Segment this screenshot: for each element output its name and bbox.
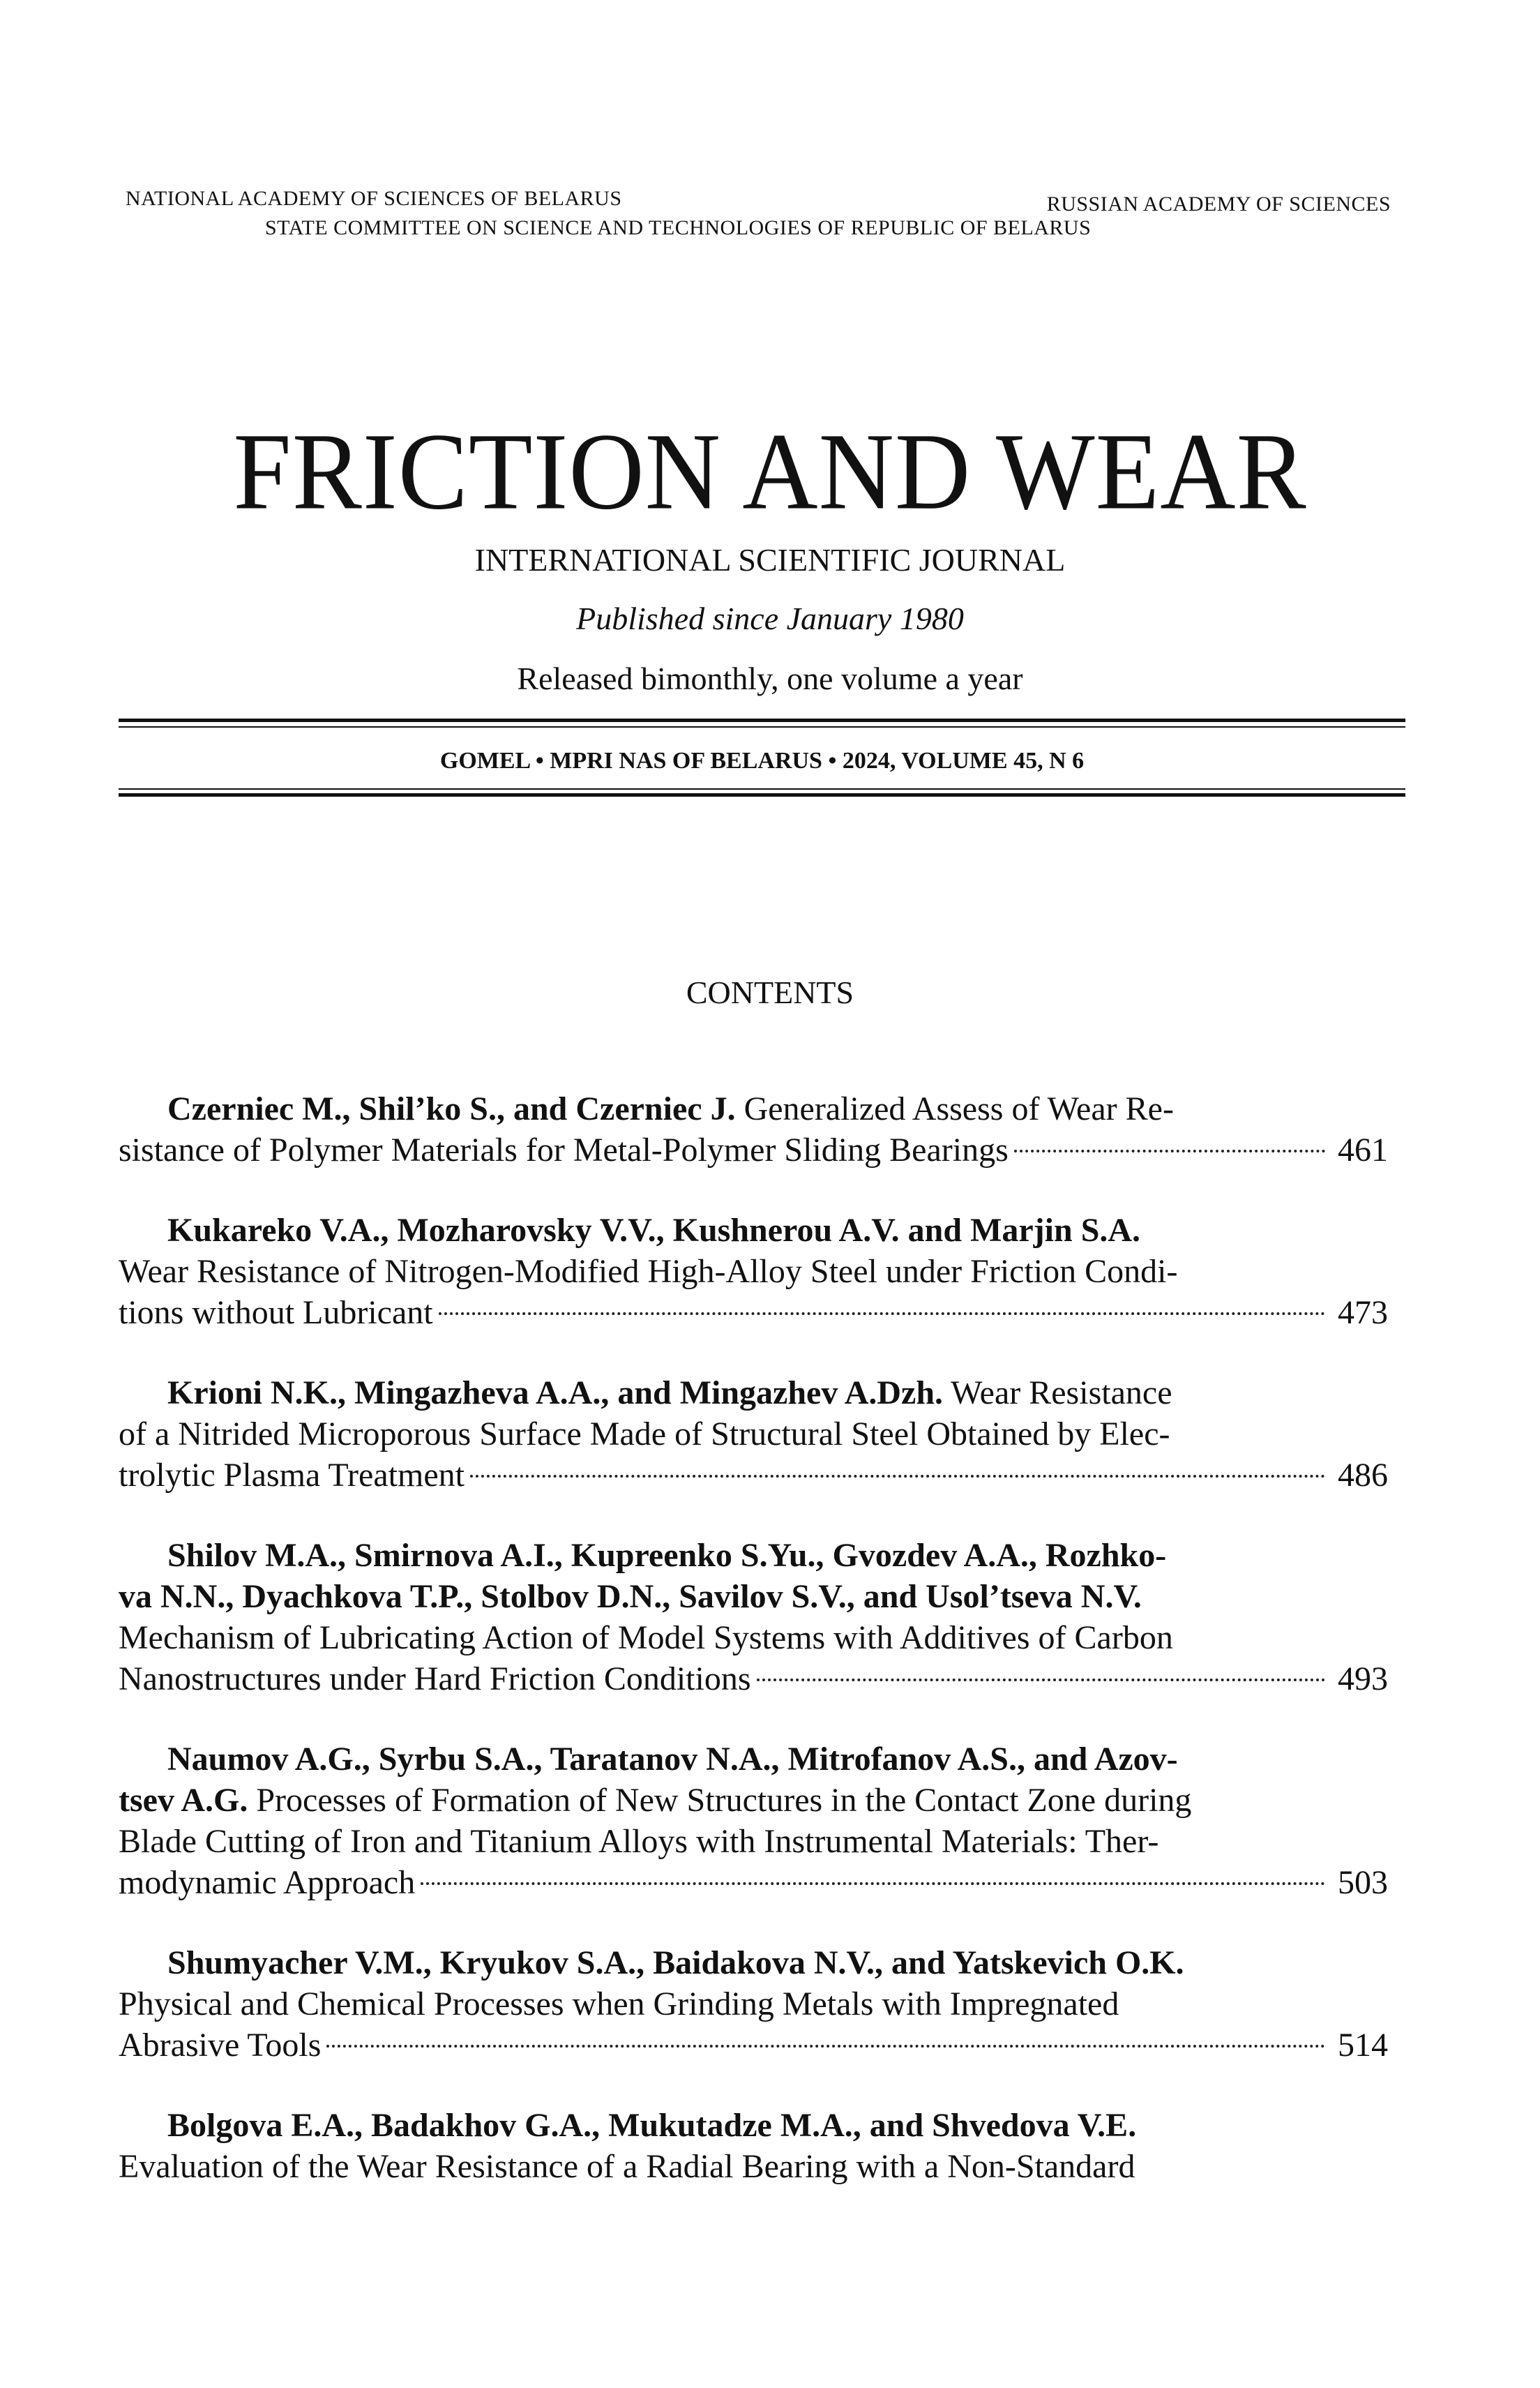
rule-top-thin (119, 726, 1405, 728)
toc-entry-line: tsev A.G. Processes of Formation of New Structures in the Contact Zone during (119, 1782, 1192, 1819)
toc-entry-title-end: sistance of Polymer Materials for Metal-Polymer Sliding Bearings (119, 1132, 1009, 1169)
toc-entry-title-end: modynamic Approach (119, 1864, 416, 1901)
dot-leader (1014, 1150, 1325, 1152)
journal-title: FRICTION AND WEAR (233, 410, 1307, 533)
header-state-committee: STATE COMMITTEE ON SCIENCE AND TECHNOLOGIES OF REPUBLIC OF BELARUS (265, 216, 1092, 239)
journal-subtitle: INTERNATIONAL SCIENTIFIC JOURNAL (474, 542, 1066, 578)
toc-entry-first-line (119, 2105, 1388, 2146)
toc-entry-first-line (119, 1739, 1388, 1780)
toc-entry-line: of a Nitrided Microporous Surface Made of Structural Steel Obtained by Elec- (119, 1415, 1170, 1452)
toc-entry-title-end: trolytic Plasma Treatment (119, 1457, 465, 1494)
toc-entry-first-line (119, 1372, 1388, 1413)
toc-entry (119, 2105, 1388, 2187)
toc-entry-page-number: 461 (1338, 1132, 1388, 1169)
toc-entry-first-line (119, 1210, 1388, 1251)
toc-entry-line: Mechanism of Lubricating Action of Model Systems with Additives of Carbon (119, 1619, 1173, 1656)
toc-entry-line: Wear Resistance of Nitrogen-Modified High-Alloy Steel under Friction Condi- (119, 1253, 1178, 1290)
toc-entry-last-line (119, 1658, 1388, 1699)
toc-entry (119, 1535, 1388, 1699)
toc-entry-first-line (119, 1942, 1388, 1983)
toc-entry-authors: Shumyacher V.M., Kryukov S.A., Baidakova N.V., and Yatskevich O.K. (167, 1944, 1184, 1981)
table-of-contents (119, 1088, 1388, 2226)
toc-entry (119, 1739, 1388, 1903)
toc-entry-authors: Bolgova E.A., Badakhov G.A., Mukutadze M.A., and Shvedova V.E. (167, 2107, 1137, 2144)
journal-release-frequency: Released bimonthly, one volume a year (517, 661, 1023, 696)
toc-entry-line: Physical and Chemical Processes when Grinding Metals with Impregnated (119, 1985, 1119, 2022)
toc-entry-title-start: Generalized Assess of Wear Re- (735, 1090, 1174, 1127)
toc-entry-page-number: 493 (1338, 1660, 1388, 1697)
journal-published-since: Published since January 1980 (576, 601, 964, 636)
dot-leader (421, 1882, 1325, 1885)
toc-entry-line: va N.N., Dyachkova T.P., Stolbov D.N., Savilov S.V., and Usol’tseva N.V. (119, 1578, 1142, 1615)
toc-entry-line: Blade Cutting of Iron and Titanium Alloys with Instrumental Materials: Ther- (119, 1823, 1159, 1860)
toc-entry-title-end: Nanostructures under Hard Friction Conditions (119, 1660, 751, 1697)
rule-top-thick (119, 719, 1405, 722)
toc-entry-line: Evaluation of the Wear Resistance of a Radial Bearing with a Non-Standard (119, 2148, 1135, 2185)
toc-entry-last-line (119, 2025, 1388, 2066)
dot-leader (439, 1312, 1325, 1315)
header-academy-russia: RUSSIAN ACADEMY OF SCIENCES (1046, 193, 1391, 216)
toc-entry-page-number: 486 (1338, 1457, 1388, 1494)
toc-entry (119, 1088, 1388, 1171)
rule-bottom-thin (119, 788, 1405, 790)
toc-entry-page-number: 473 (1338, 1294, 1388, 1331)
toc-entry-title-end: Abrasive Tools (119, 2027, 322, 2064)
toc-entry-authors: Naumov A.G., Syrbu S.A., Taratanov N.A., Mitrofanov A.S., and Azov- (167, 1741, 1178, 1778)
toc-entry-authors: Czerniec M., Shil’ko S., and Czerniec J. (167, 1090, 736, 1127)
toc-entry-last-line (119, 1455, 1388, 1496)
toc-entry (119, 1372, 1388, 1496)
publication-info: GOMEL • MPRI NAS OF BELARUS • 2024, VOLUME 45, N 6 (439, 748, 1085, 774)
toc-entry-first-line (119, 1535, 1388, 1576)
contents-heading: CONTENTS (686, 975, 854, 1010)
toc-entry-last-line (119, 1292, 1388, 1333)
toc-entry (119, 1210, 1388, 1333)
toc-entry-authors: Kukareko V.A., Mozharovsky V.V., Kushnerou A.V. and Marjin S.A. (167, 1212, 1141, 1249)
toc-entry-authors: Shilov M.A., Smirnova A.I., Kupreenko S.Yu., Gvozdev A.A., Rozhko- (167, 1537, 1167, 1574)
toc-entry-title-start: Wear Resistance (943, 1374, 1172, 1411)
rule-bottom-thick (119, 793, 1405, 797)
dot-leader (326, 2045, 1325, 2048)
toc-entry-last-line (119, 1862, 1388, 1903)
toc-entry-first-line (119, 1088, 1388, 1129)
header-academy-belarus: NATIONAL ACADEMY OF SCIENCES OF BELARUS (126, 187, 622, 210)
toc-entry (119, 1942, 1388, 2066)
dot-leader (470, 1475, 1325, 1478)
toc-entry-page-number: 503 (1338, 1864, 1388, 1901)
dot-leader (757, 1679, 1325, 1681)
toc-entry-authors: Krioni N.K., Mingazheva A.A., and Mingazhev A.Dzh. (167, 1374, 944, 1411)
toc-entry-title-end: tions without Lubricant (119, 1294, 433, 1331)
toc-entry-page-number: 514 (1338, 2027, 1388, 2064)
toc-entry-last-line (119, 1129, 1388, 1171)
